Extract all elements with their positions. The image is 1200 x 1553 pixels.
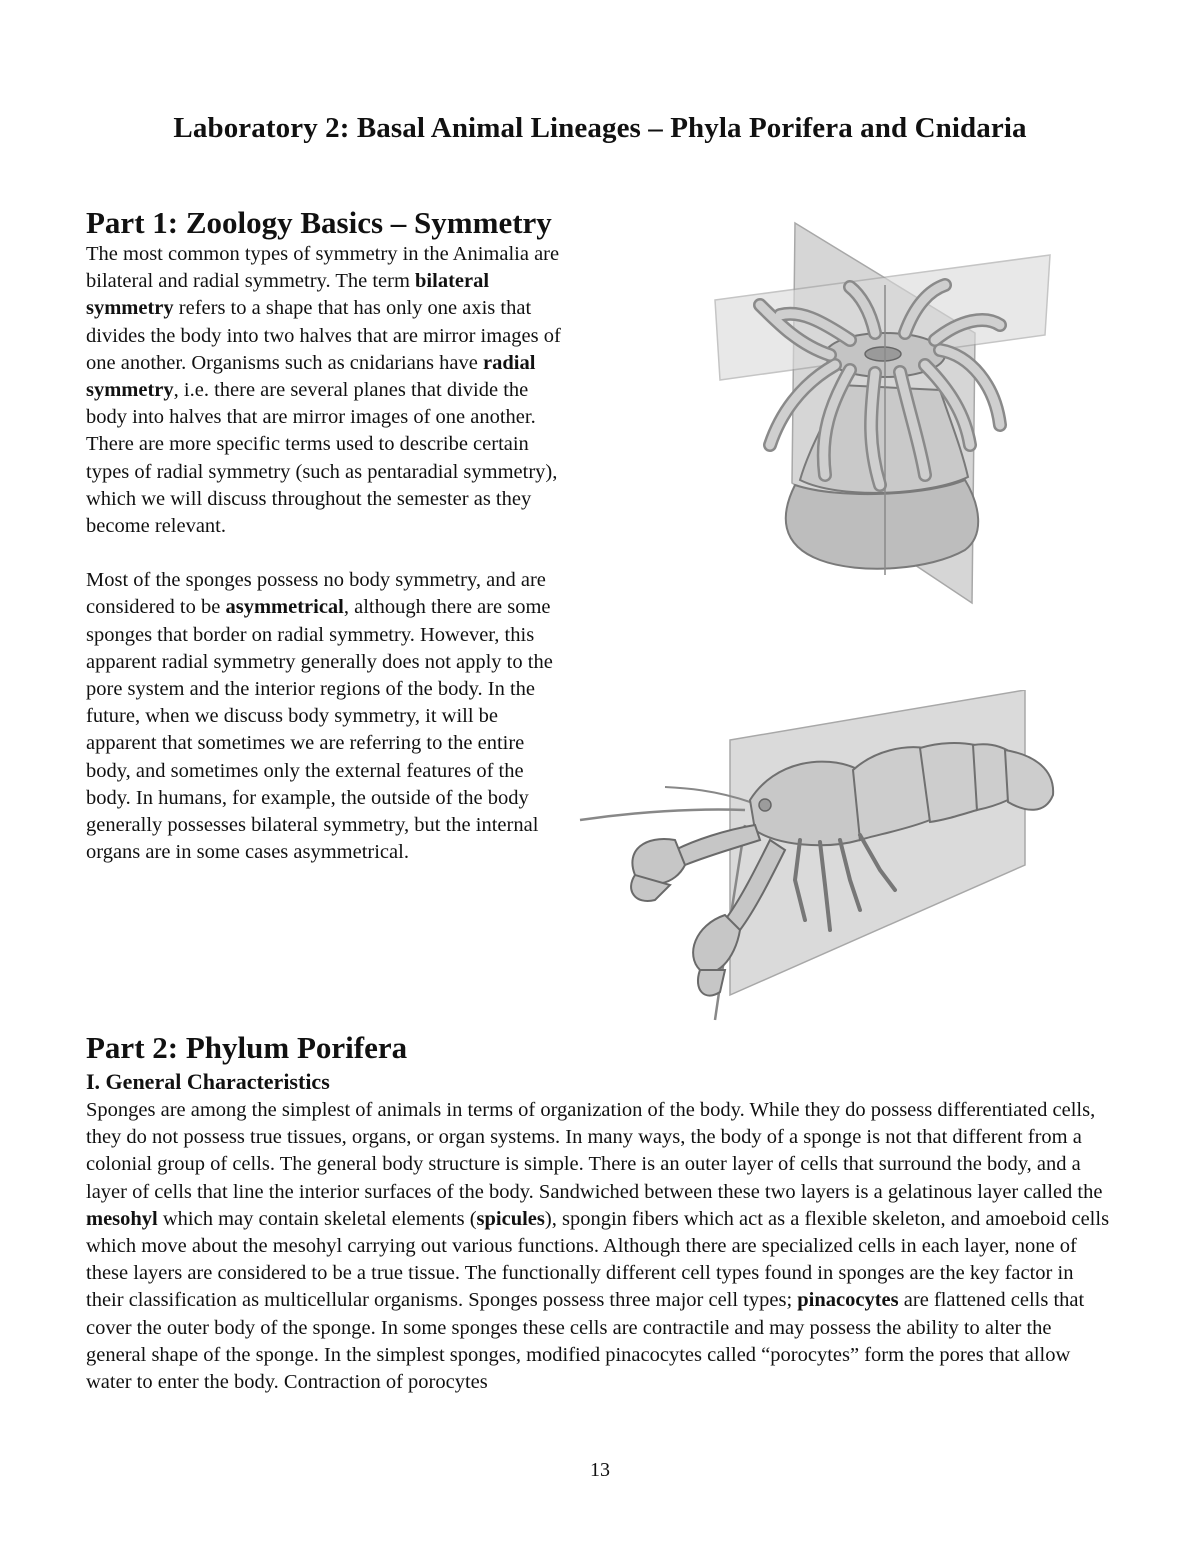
term-spicules: spicules [476,1207,545,1230]
term-radial-symmetry: radial symmetry [86,351,536,402]
page-number: 13 [590,1459,610,1481]
part2-paragraph-1: Sponges are among the simplest of animals in terms of organization of the body. While they do possess differentiated cells, they do not possess true tissues, organs, or organ systems. In many ways, the body of a sponge is not that different from a colonial group of cells. The general body structure is simple. There is an outer layer of cells that surround the body, and a layer of cells that line the interior surfaces of the body. Sandwiched between these two layers is a gelatinous layer called the mesohyl which may contain skeletal elements (spicules), spongin fibers which act as a flexible skeleton, and amoeboid cells which move about the mesohyl carrying out various functions. Although there are specialized cells in each layer, none of these layers are considered to be a true tissue. The functionally different cell types found in sponges are the key factor in their classification as multicellular organisms. Sponges possess three major cell types; pinacocytes are flattened cells that cover the outer body of the sponge. In some sponges these cells are contractile and may possess the ability to alter the general shape of the sponge. In the simplest sponges, modified pinacocytes called “porocytes” form the pores that allow water to enter the body. Contraction of porocytes [86,1099,1110,1394]
crayfish-bilateral-symmetry-illustration [575,690,1065,1025]
part2-heading: Part 2: Phylum Porifera [86,1030,408,1065]
term-asymmetrical: asymmetrical [225,596,344,619]
part2-body [86,1097,1116,1396]
part1-paragraph-2: Most of the sponges possess no body symmetry, and are considered to be asymmetrical, although there are some sponges that border on radial symmetry. However, this apparent radial symmetry generally does not apply to the pore system and the interior regions of the body. In the future, when we discuss body symmetry, it will be apparent that sometimes we are referring to the entire body, and sometimes only the external features of the body. In humans, for example, the outside of the body generally possesses bilateral symmetry, but the internal organs are in some cases asymmetrical. [86,569,553,864]
part1-heading: Part 1: Zoology Basics – Symmetry [86,205,552,240]
document-title: Laboratory 2: Basal Animal Lineages – Phyla Porifera and Cnidaria [173,112,1027,144]
part1-body [86,241,566,866]
term-mesohyl: mesohyl [86,1207,158,1230]
part2-subheading: I. General Characteristics [86,1069,330,1094]
term-pinacocytes: pinacocytes [797,1289,899,1312]
sea-anemone-radial-symmetry-illustration [700,215,1080,610]
part1-paragraph-1: The most common types of symmetry in the Animalia are bilateral and radial symmetry. The term bilateral symmetry refers to a shape that has only one axis that divides the body into two halves that are mirror images of one another. Organisms such as cnidarians have radial symmetry, i.e. there are several planes that divide the body into halves that are mirror images of one another. There are more specific terms used to describe certain types of radial symmetry (such as pentaradial symmetry), which we will discuss throughout the semester as they become relevant. [86,243,561,538]
term-bilateral-symmetry: bilateral symmetry [86,270,490,320]
